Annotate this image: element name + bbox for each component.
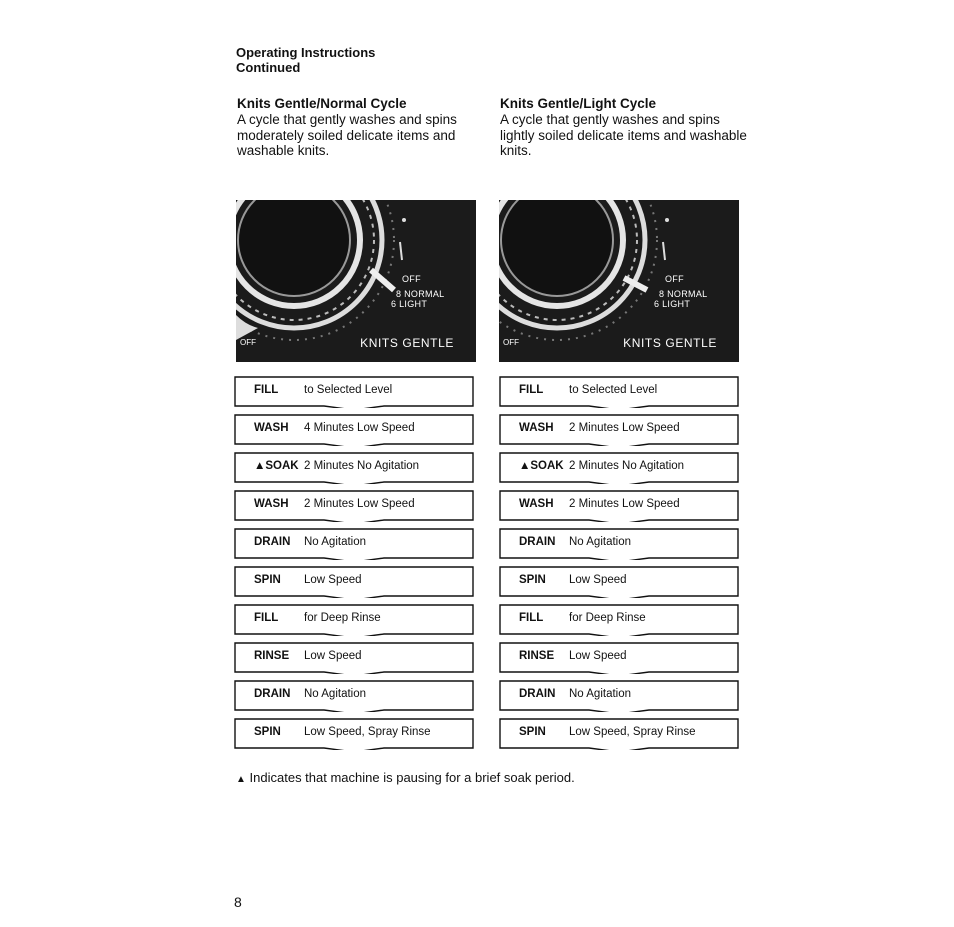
steps-list-normal [234, 376, 474, 756]
step-desc: Low Speed, Spray Rinse [569, 726, 696, 738]
header-title: Operating Instructions [236, 45, 376, 60]
step-box [234, 604, 474, 634]
step-box [499, 528, 739, 558]
cycle-light-description: A cycle that gently washes and spins lightly soiled delicate items and washable knits. [500, 112, 747, 158]
step-desc: Low Speed [304, 574, 362, 586]
dial-off-bottom: OFF [503, 338, 519, 347]
step-desc: for Deep Rinse [304, 612, 381, 624]
step-box [499, 642, 739, 672]
steps-list-light [499, 376, 739, 756]
dial-off-bottom: OFF [240, 338, 256, 347]
dial-light-number: 6 [654, 299, 660, 309]
soak-footnote [236, 770, 575, 785]
dial-image-light [499, 200, 739, 362]
step-desc: Low Speed [304, 650, 362, 662]
dial-normal-number: 8 [659, 289, 665, 299]
page-header [236, 45, 375, 75]
step-name: DRAIN [254, 688, 291, 700]
step-name: ▲SOAK [519, 460, 564, 472]
step-box [499, 490, 739, 520]
step-name: DRAIN [519, 536, 556, 548]
cycle-light-intro [500, 96, 750, 159]
step-box [234, 452, 474, 482]
step-box [499, 376, 739, 406]
dial-light-label [391, 299, 427, 309]
step-desc: Low Speed [569, 574, 627, 586]
step-desc: 4 Minutes Low Speed [304, 422, 415, 434]
step-desc: No Agitation [304, 536, 367, 548]
step-desc: No Agitation [304, 688, 367, 700]
step-box [234, 680, 474, 710]
step-box [234, 528, 474, 558]
dial-image-normal [236, 200, 476, 362]
step-desc: 2 Minutes Low Speed [569, 498, 680, 510]
dial-normal-number: 8 [396, 289, 402, 299]
step-desc: Low Speed [569, 650, 627, 662]
dial-off-label: OFF [665, 274, 684, 284]
step-name: SPIN [519, 574, 546, 586]
dial-light-number: 6 [391, 299, 397, 309]
dial-normal-text: NORMAL [667, 289, 708, 299]
step-name: RINSE [519, 650, 555, 662]
step-name: SPIN [519, 726, 546, 738]
step-desc: Low Speed, Spray Rinse [304, 726, 431, 738]
cycle-normal-description: A cycle that gently washes and spins moderately soiled delicate items and washable knits. [237, 112, 457, 158]
cycle-normal-intro [237, 96, 487, 159]
step-desc: 2 Minutes No Agitation [569, 460, 685, 472]
step-name: FILL [519, 612, 544, 624]
step-desc: to Selected Level [569, 384, 658, 396]
step-name: WASH [519, 498, 554, 510]
step-box [234, 414, 474, 444]
step-desc: 2 Minutes No Agitation [304, 460, 420, 472]
step-name: WASH [254, 498, 289, 510]
step-box [499, 718, 739, 748]
step-box [234, 642, 474, 672]
dial-knits-gentle: KNITS GENTLE [623, 336, 717, 350]
step-box [499, 604, 739, 634]
step-box [499, 566, 739, 596]
step-box [234, 376, 474, 406]
footnote-text: Indicates that machine is pausing for a brief soak period. [249, 770, 575, 785]
step-box [499, 680, 739, 710]
dial-light-text: LIGHT [662, 299, 691, 309]
dial-normal-label [659, 289, 707, 299]
triangle-icon: ▲ [236, 774, 246, 785]
step-name: WASH [254, 422, 289, 434]
step-box [234, 566, 474, 596]
step-name: FILL [254, 384, 279, 396]
header-continued: Continued [236, 60, 301, 75]
step-name: FILL [254, 612, 279, 624]
step-box [234, 718, 474, 748]
page-number: 8 [234, 894, 242, 910]
step-box [499, 452, 739, 482]
step-name: SPIN [254, 574, 281, 586]
step-desc: for Deep Rinse [569, 612, 646, 624]
dial-normal-text: NORMAL [404, 289, 445, 299]
step-desc: 2 Minutes Low Speed [304, 498, 415, 510]
step-desc: No Agitation [569, 536, 632, 548]
dial-off-label: OFF [402, 274, 421, 284]
dial-light-text: LIGHT [399, 299, 428, 309]
dial-light-label [654, 299, 690, 309]
step-desc: to Selected Level [304, 384, 393, 396]
dial-normal-label [396, 289, 444, 299]
cycle-light-title: Knits Gentle/Light Cycle [500, 96, 657, 111]
step-desc: 2 Minutes Low Speed [569, 422, 680, 434]
step-name: WASH [519, 422, 554, 434]
step-desc: No Agitation [569, 688, 632, 700]
step-box [234, 490, 474, 520]
step-name: ▲SOAK [254, 460, 299, 472]
step-name: RINSE [254, 650, 290, 662]
step-name: SPIN [254, 726, 281, 738]
step-box [499, 414, 739, 444]
dial-knits-gentle: KNITS GENTLE [360, 336, 454, 350]
step-name: DRAIN [519, 688, 556, 700]
cycle-normal-title: Knits Gentle/Normal Cycle [237, 96, 407, 111]
step-name: FILL [519, 384, 544, 396]
step-name: DRAIN [254, 536, 291, 548]
